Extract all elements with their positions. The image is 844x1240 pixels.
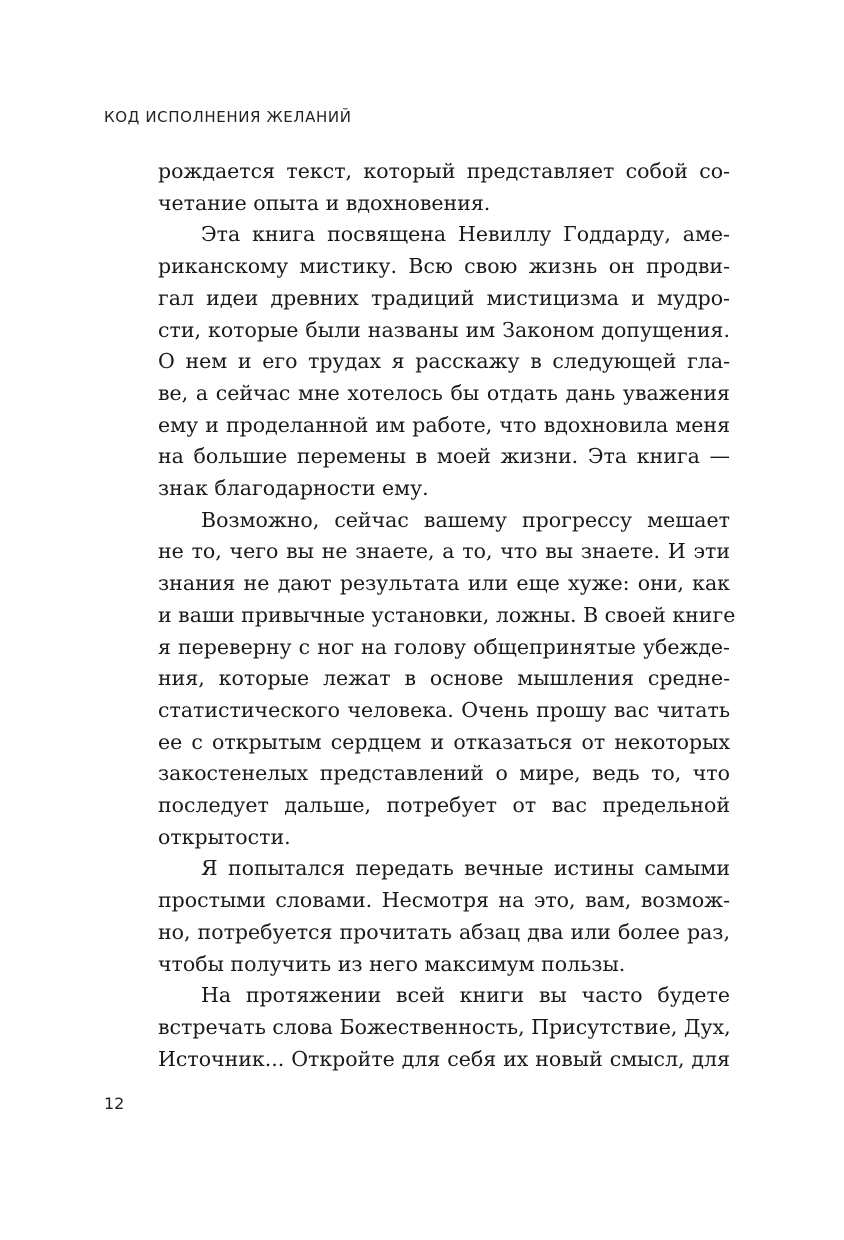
- text-line: знак благодарности ему.: [158, 476, 429, 501]
- text-line: Я попытался передать вечные истины самыми: [201, 856, 730, 881]
- paragraph: [158, 980, 730, 1075]
- text-line: я переверну с ног на голову общепринятые убежде-: [158, 634, 730, 659]
- paragraph: [158, 505, 736, 854]
- text-line: ее с открытым сердцем и отказаться от некоторых: [158, 729, 730, 754]
- text-line: Эта книга посвящена Невиллу Годдарду, аме-: [201, 222, 730, 247]
- text-line: О нем и его трудах я расскажу в следующей гла-: [158, 349, 730, 374]
- text-line: последует дальше, потребует от вас предельной: [158, 793, 730, 818]
- paragraph: [158, 219, 730, 504]
- text-line: знания не дают результата или еще хуже: они, как: [158, 571, 730, 596]
- running-header: КОД ИСПОЛНЕНИЯ ЖЕЛАНИЙ: [104, 108, 352, 126]
- paragraph: [158, 156, 730, 219]
- text-line: На протяжении всей книги вы часто будете: [201, 983, 730, 1008]
- text-line: и ваши привычные установки, ложны. В своей книге: [158, 602, 736, 627]
- text-line: но, потребуется прочитать абзац два или более раз,: [158, 919, 730, 944]
- text-line: статистического человека. Очень прошу вас читать: [158, 697, 730, 722]
- page-number: 12: [104, 1094, 125, 1113]
- text-line: четание опыта и вдохновения.: [158, 190, 491, 215]
- text-line: ему и проделанной им работе, что вдохновила меня: [158, 412, 730, 437]
- text-line: встречать слова Божественность, Присутствие, Дух,: [158, 1014, 731, 1039]
- text-line: ния, которые лежат в основе мышления средне-: [158, 666, 730, 691]
- text-line: закостенелых представлений о мире, ведь то, что: [158, 761, 730, 786]
- text-line: ве, а сейчас мне хотелось бы отдать дань уважения: [158, 380, 730, 405]
- page-body: [158, 156, 736, 1075]
- text-line: открытости.: [158, 824, 291, 849]
- text-line: рождается текст, который представляет собой со-: [158, 159, 730, 183]
- text-line: Возможно, сейчас вашему прогрессу мешает: [201, 507, 730, 532]
- text-line: не то, чего вы не знаете, а то, что вы знаете. И эти: [158, 539, 730, 564]
- text-line: сти, которые были названы им Законом допущения.: [158, 317, 730, 342]
- text-line: простыми словами. Несмотря на это, вам, возмож-: [158, 888, 730, 913]
- text-line: Источник... Откройте для себя их новый смысл, для: [158, 1046, 730, 1071]
- text-line: риканскому мистику. Всю свою жизнь он продви-: [158, 254, 730, 279]
- text-line: на большие перемены в моей жизни. Эта книга —: [158, 444, 730, 469]
- text-line: чтобы получить из него максимум пользы.: [158, 951, 626, 976]
- paragraph: [158, 853, 730, 980]
- text-line: гал идеи древних традиций мистицизма и мудро-: [158, 285, 730, 310]
